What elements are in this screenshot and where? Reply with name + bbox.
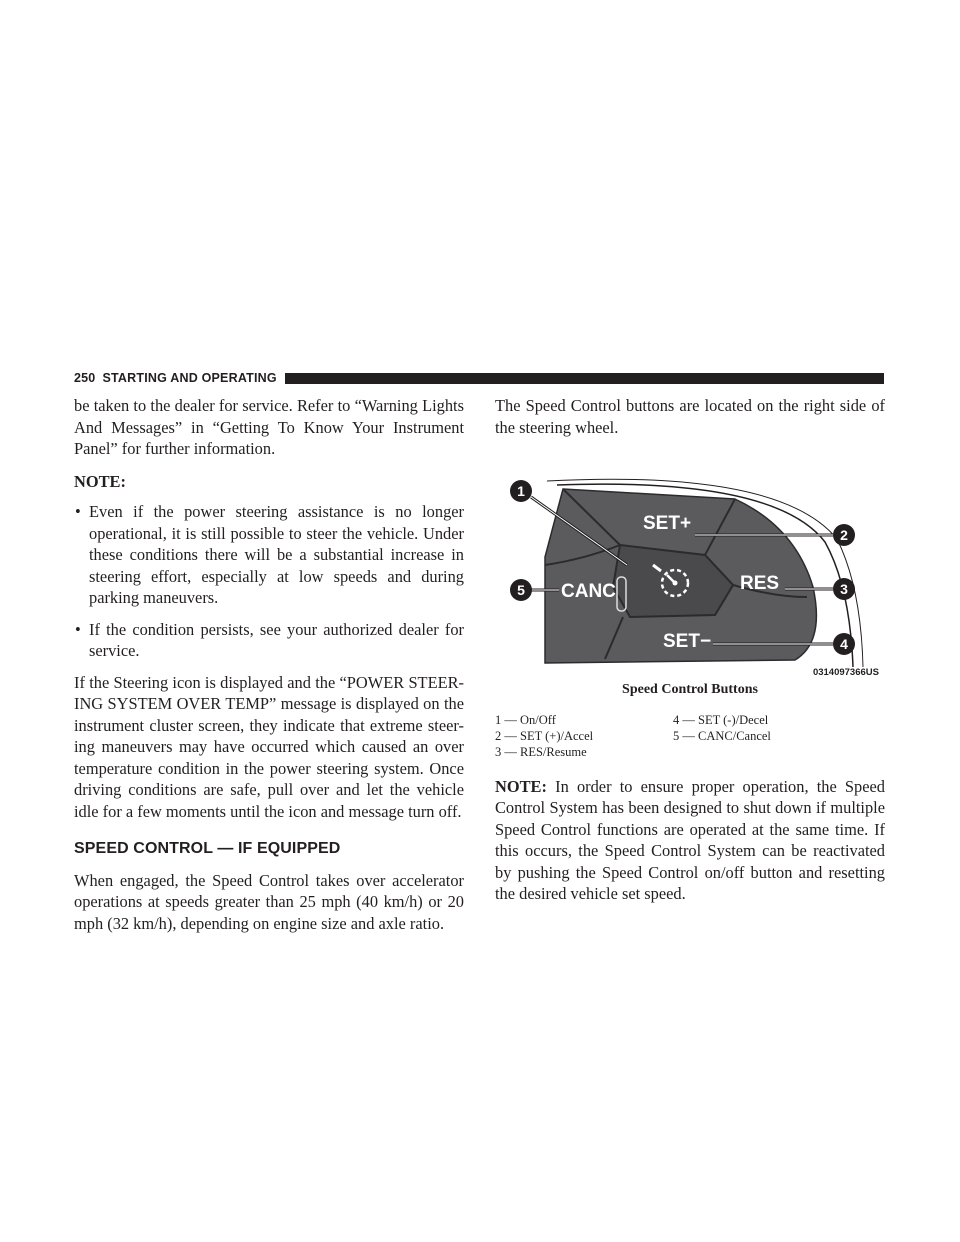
callout-5 [510, 579, 532, 601]
callout-number: 5 [517, 582, 525, 598]
set-minus-label: SET− [663, 631, 712, 652]
page-number: 250 [74, 371, 96, 385]
figure-caption: Speed Control Buttons [622, 682, 758, 697]
bullet-item: • Even if the power steering assistance is no longer operational, it is still possible to steer the vehicle. Under these conditions there will be a substantial increase in steering effort, especially at low speeds and during parking maneuvers. [74, 501, 464, 609]
callout-number: 1 [517, 483, 525, 499]
intro-paragraph: be taken to the dealer for service. Refer to “Warning Lights And Messages” in “Getting To Know Your Instrument Panel” for further information. [74, 396, 464, 458]
bullet-item: • If the condition persists, see your authorized dealer for service. [74, 619, 464, 662]
speed-control-note [495, 776, 885, 905]
callout-number: 2 [840, 527, 848, 543]
steering-wheel-illustration [495, 447, 885, 677]
left-column [74, 395, 464, 934]
section-title: STARTING AND OPERATING [102, 371, 277, 385]
power-steering-paragraph: If the Steering icon is displayed and the “POWER STEER-ING SYSTEM OVER TEMP” message is displayed on the instrument cluster screen, they indicate that extreme steer-ing maneuvers may have occurred which caused an over temperature condition in the power steering system. Once driving conditions are safe, pull over and let the vehicle idle for a few moments until the icon and message turn off. [74, 672, 464, 821]
set-plus-label: SET+ [643, 513, 692, 534]
figure-legend [495, 712, 885, 760]
legend-item: 4 — SET (-)/Decel [673, 712, 769, 727]
speed-control-paragraph: When engaged, the Speed Control takes over accelerator operations at speeds greater than 25 mph (40 km/h) or 20 mph (32 km/h), depending on engine size and axle ratio. [74, 870, 464, 933]
res-label: RES [740, 573, 780, 594]
legend-item: 3 — RES/Resume [495, 744, 587, 759]
speed-control-figure [495, 447, 885, 677]
note-heading: NOTE: [74, 471, 126, 491]
callout-3 [833, 578, 855, 600]
note-bullet-list [74, 501, 464, 662]
buttons-intro-paragraph: The Speed Control buttons are located on the right side of the steering wheel. [495, 396, 885, 437]
callout-number: 4 [840, 636, 848, 652]
callout-4 [833, 633, 855, 655]
note-label: NOTE: [495, 776, 547, 796]
callout-1 [510, 480, 532, 502]
legend-item: 2 — SET (+)/Accel [495, 728, 594, 743]
callout-2 [833, 524, 855, 546]
note-text: In order to ensure proper operation, the Speed Control System has been designed to shut down if multiple Speed Control functions are operated at the same time. If this occurs, the Speed Control System can be reactivated by pushing the Speed Control on/off button and resetting the desired vehicle set speed. [495, 776, 885, 903]
page-header [74, 371, 884, 385]
header-rule [285, 373, 884, 384]
right-column [495, 395, 885, 905]
image-code: 0314097366US [812, 667, 879, 677]
legend-item: 5 — CANC/Cancel [673, 728, 771, 743]
legend-item: 1 — On/Off [495, 712, 556, 727]
callout-number: 3 [840, 581, 848, 597]
canc-label: CANC [561, 581, 616, 602]
section-heading: SPEED CONTROL — IF EQUIPPED [74, 840, 341, 857]
